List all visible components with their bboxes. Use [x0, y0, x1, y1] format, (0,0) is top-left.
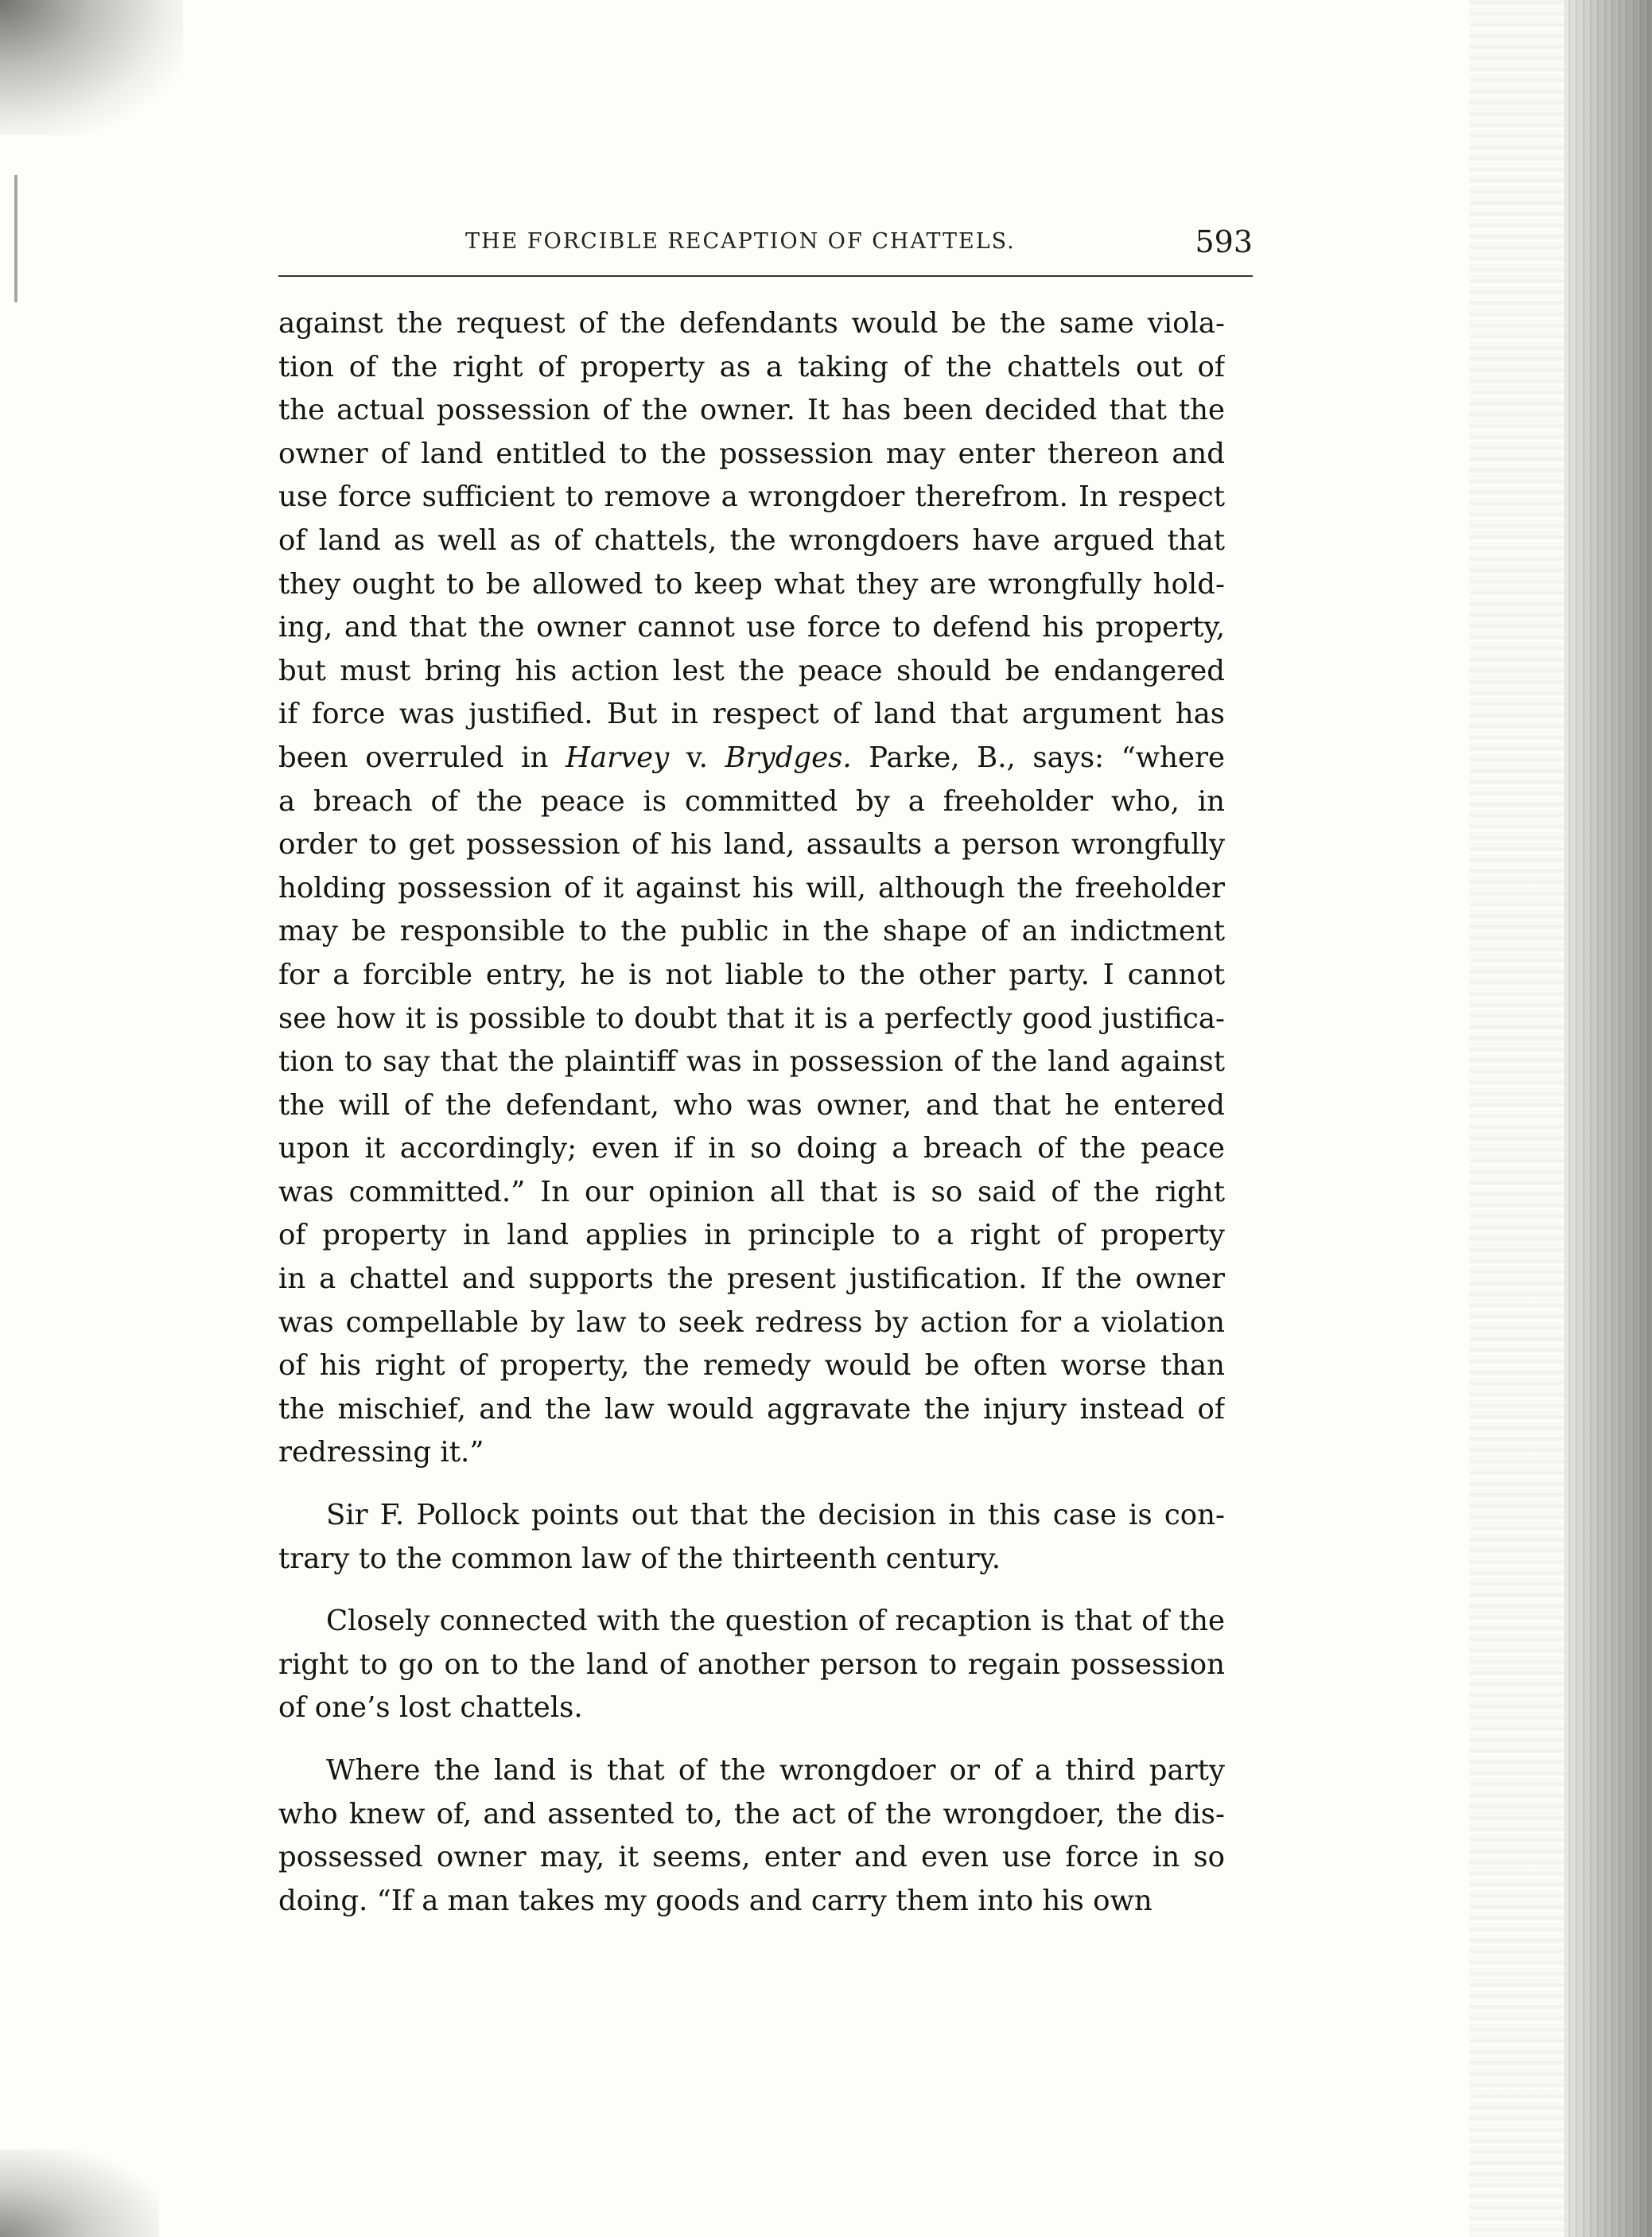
- text-line: the mischief, and the law would aggravate the injury instead of: [278, 1392, 1225, 1426]
- text-line: Where the land is that of the wrongdoer or of a third party: [326, 1754, 1225, 1787]
- case-name: Brydges.: [725, 741, 852, 774]
- text-line: the will of the defendant, who was owner, and that he entered: [278, 1088, 1225, 1122]
- paragraph: [278, 1600, 1225, 1730]
- text-line: redressing it.”: [278, 1436, 484, 1469]
- text-line: right to go on to the land of another person to regain possession: [278, 1648, 1225, 1681]
- text-line: tion to say that the plaintiff was in possession of the land against: [278, 1045, 1225, 1079]
- text-line: of land as well as of chattels, the wrongdoers have argued that: [278, 523, 1225, 557]
- text-line: upon it accordingly; even if in so doing a breach of the peace: [278, 1132, 1225, 1165]
- text-line: ing, and that the owner cannot use force to defend his property,: [278, 611, 1225, 644]
- paragraph-gap: [278, 1475, 1225, 1494]
- text-line: the actual possession of the owner. It has been decided that the: [278, 394, 1225, 427]
- text-line: Closely connected with the question of recaption is that of the: [326, 1605, 1225, 1638]
- scan-edge-mark: [14, 175, 17, 302]
- scan-edge-shadow: [1565, 0, 1652, 2237]
- text-line: been overruled in Harvey v. Brydges. Parke, B., says: “where: [278, 741, 1225, 774]
- page-header: [278, 224, 1253, 264]
- text-line: was compellable by law to seek redress by action for a violation: [278, 1305, 1225, 1339]
- text-line: owner of land entitled to the possession may enter thereon and: [278, 437, 1225, 470]
- text-line: of his right of property, the remedy would be often worse than: [278, 1349, 1225, 1383]
- text-line: was committed.” In our opinion all that is so said of the right: [278, 1175, 1225, 1208]
- text-line: in a chattel and supports the present justification. If the owner: [278, 1262, 1225, 1296]
- text-line: but must bring his action lest the peace should be endangered: [278, 654, 1225, 687]
- text-line: doing. “If a man takes my goods and carry them into his own: [278, 1884, 1153, 1917]
- text-line: may be responsible to the public in the shape of an indictment: [278, 915, 1225, 948]
- text-line: for a forcible entry, he is not liable to the other party. I cannot: [278, 958, 1225, 991]
- text-line: trary to the common law of the thirteenth century.: [278, 1542, 1001, 1575]
- running-head: THE FORCIBLE RECAPTION OF CHATTELS.: [465, 229, 1016, 254]
- text-line: a breach of the peace is committed by a freeholder who, in: [278, 784, 1225, 818]
- paragraph: [278, 1749, 1225, 1923]
- text-line: against the request of the defendants would be the same viola-: [278, 307, 1225, 340]
- paragraph-gap: [278, 1730, 1225, 1749]
- text-line: see how it is possible to doubt that it is a perfectly good justifica-: [278, 1002, 1225, 1035]
- header-rule: [278, 275, 1253, 277]
- text-line: possessed owner may, it seems, enter and even use force in so: [278, 1841, 1225, 1874]
- text-line: who knew of, and assented to, the act of the wrongdoer, the dis-: [278, 1797, 1225, 1830]
- paragraph: [278, 1494, 1225, 1581]
- page-number: 593: [1195, 224, 1253, 259]
- text-line: of property in land applies in principle to a right of property: [278, 1219, 1225, 1252]
- body-text: [278, 302, 1225, 1923]
- text-line: tion of the right of property as a taking of the chattels out of: [278, 350, 1225, 383]
- scan-corner-shadow-top-left: [0, 0, 183, 135]
- scan-edge-noise: [1469, 0, 1565, 2237]
- text-line: they ought to be allowed to keep what they are wrongfully hold-: [278, 567, 1225, 601]
- scan-corner-shadow-bottom-left: [0, 2149, 159, 2237]
- text-line: use force sufficient to remove a wrongdoer therefrom. In respect: [278, 480, 1225, 514]
- text-line: Sir F. Pollock points out that the decision in this case is con-: [326, 1499, 1225, 1532]
- text-line: order to get possession of his land, assaults a person wrongfully: [278, 828, 1225, 862]
- case-name: Harvey: [566, 741, 670, 774]
- text-line: of one’s lost chattels.: [278, 1691, 583, 1725]
- paragraph-gap: [278, 1581, 1225, 1600]
- text-line: holding possession of it against his will, although the freeholder: [278, 871, 1225, 905]
- paragraph: [278, 302, 1225, 1475]
- text-line: if force was justified. But in respect of land that argument has: [278, 698, 1225, 731]
